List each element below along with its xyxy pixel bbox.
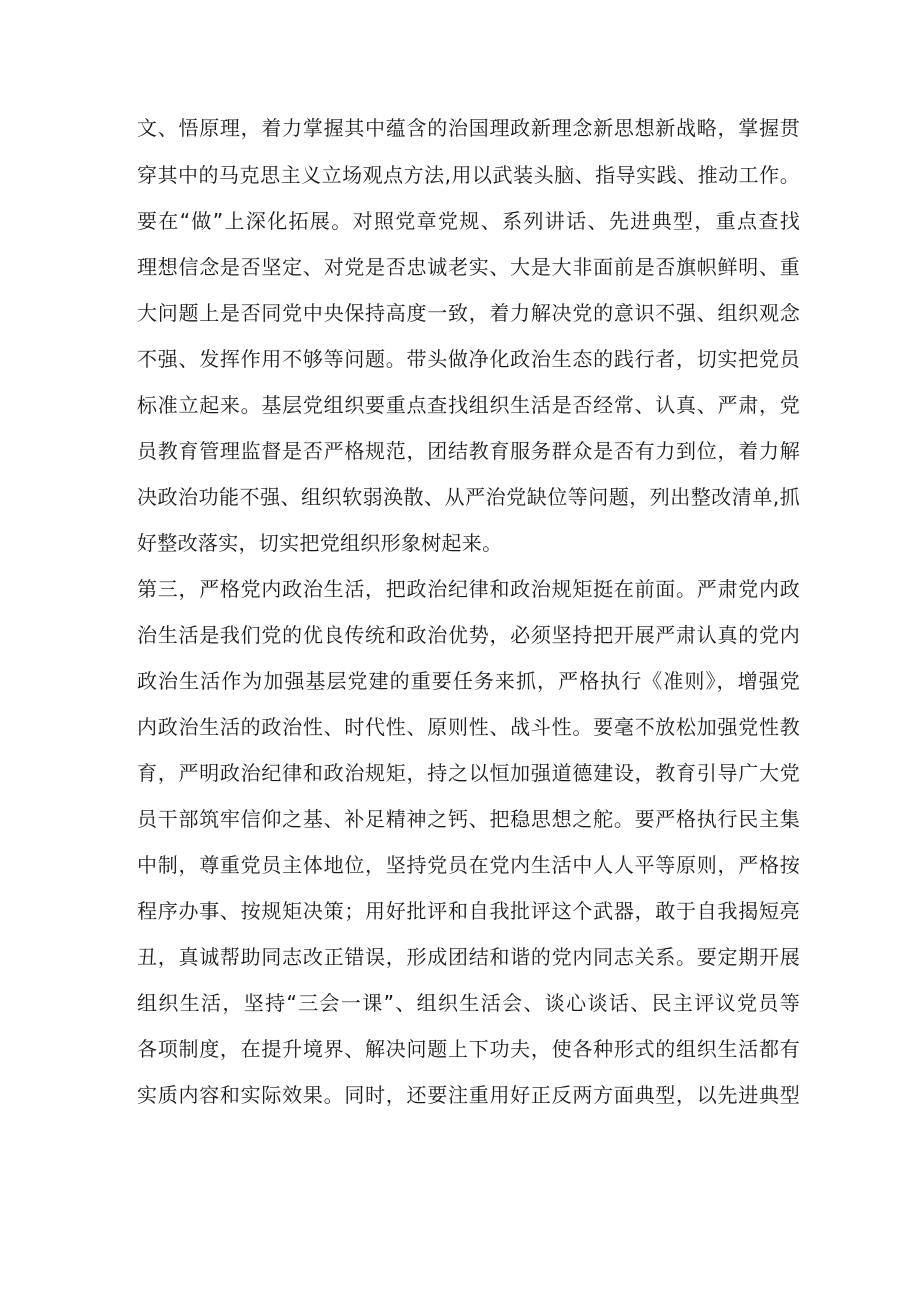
text-line: 标准立起来。基层党组织要重点查找组织生活是否经常、认真、严肃，党 bbox=[137, 393, 800, 417]
text-line: 好整改落实，切实把党组织形象树起来。 bbox=[137, 531, 503, 555]
text-line: 中制，尊重党员主体地位，坚持党员在党内生活中人人平等原则，严格按 bbox=[137, 853, 800, 877]
text-line: 穿其中的马克思主义立场观点方法,用以武装头脑、指导实践、推动工作。 bbox=[137, 163, 800, 187]
text-line: 内政治生活的政治性、时代性、原则性、战斗性。要毫不放松加强党性教 bbox=[137, 715, 800, 739]
text-line: 政治生活作为加强基层党建的重要任务来抓，严格执行《准则》，增强党 bbox=[137, 669, 800, 693]
text-line: 育，严明政治纪律和政治规矩，持之以恒加强道德建设，教育引导广大党 bbox=[137, 761, 800, 785]
text-line: 员干部筑牢信仰之基、补足精神之钙、把稳思想之舵。要严格执行民主集 bbox=[137, 807, 800, 831]
text-line: 员教育管理监督是否严格规范，团结教育服务群众是否有力到位，着力解 bbox=[137, 439, 800, 463]
text-line: 文、悟原理，着力掌握其中蕴含的治国理政新理念新思想新战略，掌握贯 bbox=[137, 116, 800, 140]
text-line: 大问题上是否同党中央保持高度一致，着力解决党的意识不强、组织观念 bbox=[137, 301, 800, 325]
text-line: 决政治功能不强、组织软弱涣散、从严治党缺位等问题，列出整改清单,抓 bbox=[137, 485, 800, 509]
text-line: 第三，严格党内政治生活，把政治纪律和政治规矩挺在前面。严肃党内政 bbox=[137, 577, 800, 601]
text-line: 理想信念是否坚定、对党是否忠诚老实、大是大非面前是否旗帜鲜明、重 bbox=[137, 255, 800, 279]
text-line: 实质内容和实际效果。同时，还要注重用好正反两方面典型，以先进典型 bbox=[137, 1083, 800, 1107]
text-line: 组织生活，坚持“三会一课”、组织生活会、谈心谈话、民主评议党员等 bbox=[137, 991, 800, 1015]
text-line: 各项制度，在提升境界、解决问题上下功夫，使各种形式的组织生活都有 bbox=[137, 1037, 800, 1061]
text-line: 程序办事、按规矩决策；用好批评和自我批评这个武器，敢于自我揭短亮 bbox=[137, 899, 800, 923]
text-line: 要在“做”上深化拓展。对照党章党规、系列讲话、先进典型，重点查找 bbox=[137, 209, 800, 233]
text-line: 丑，真诚帮助同志改正错误，形成团结和谐的党内同志关系。要定期开展 bbox=[137, 945, 800, 969]
text-line: 治生活是我们党的优良传统和政治优势，必须坚持把开展严肃认真的党内 bbox=[137, 623, 800, 647]
text-line: 不强、发挥作用不够等问题。带头做净化政治生态的践行者，切实把党员 bbox=[137, 347, 800, 371]
